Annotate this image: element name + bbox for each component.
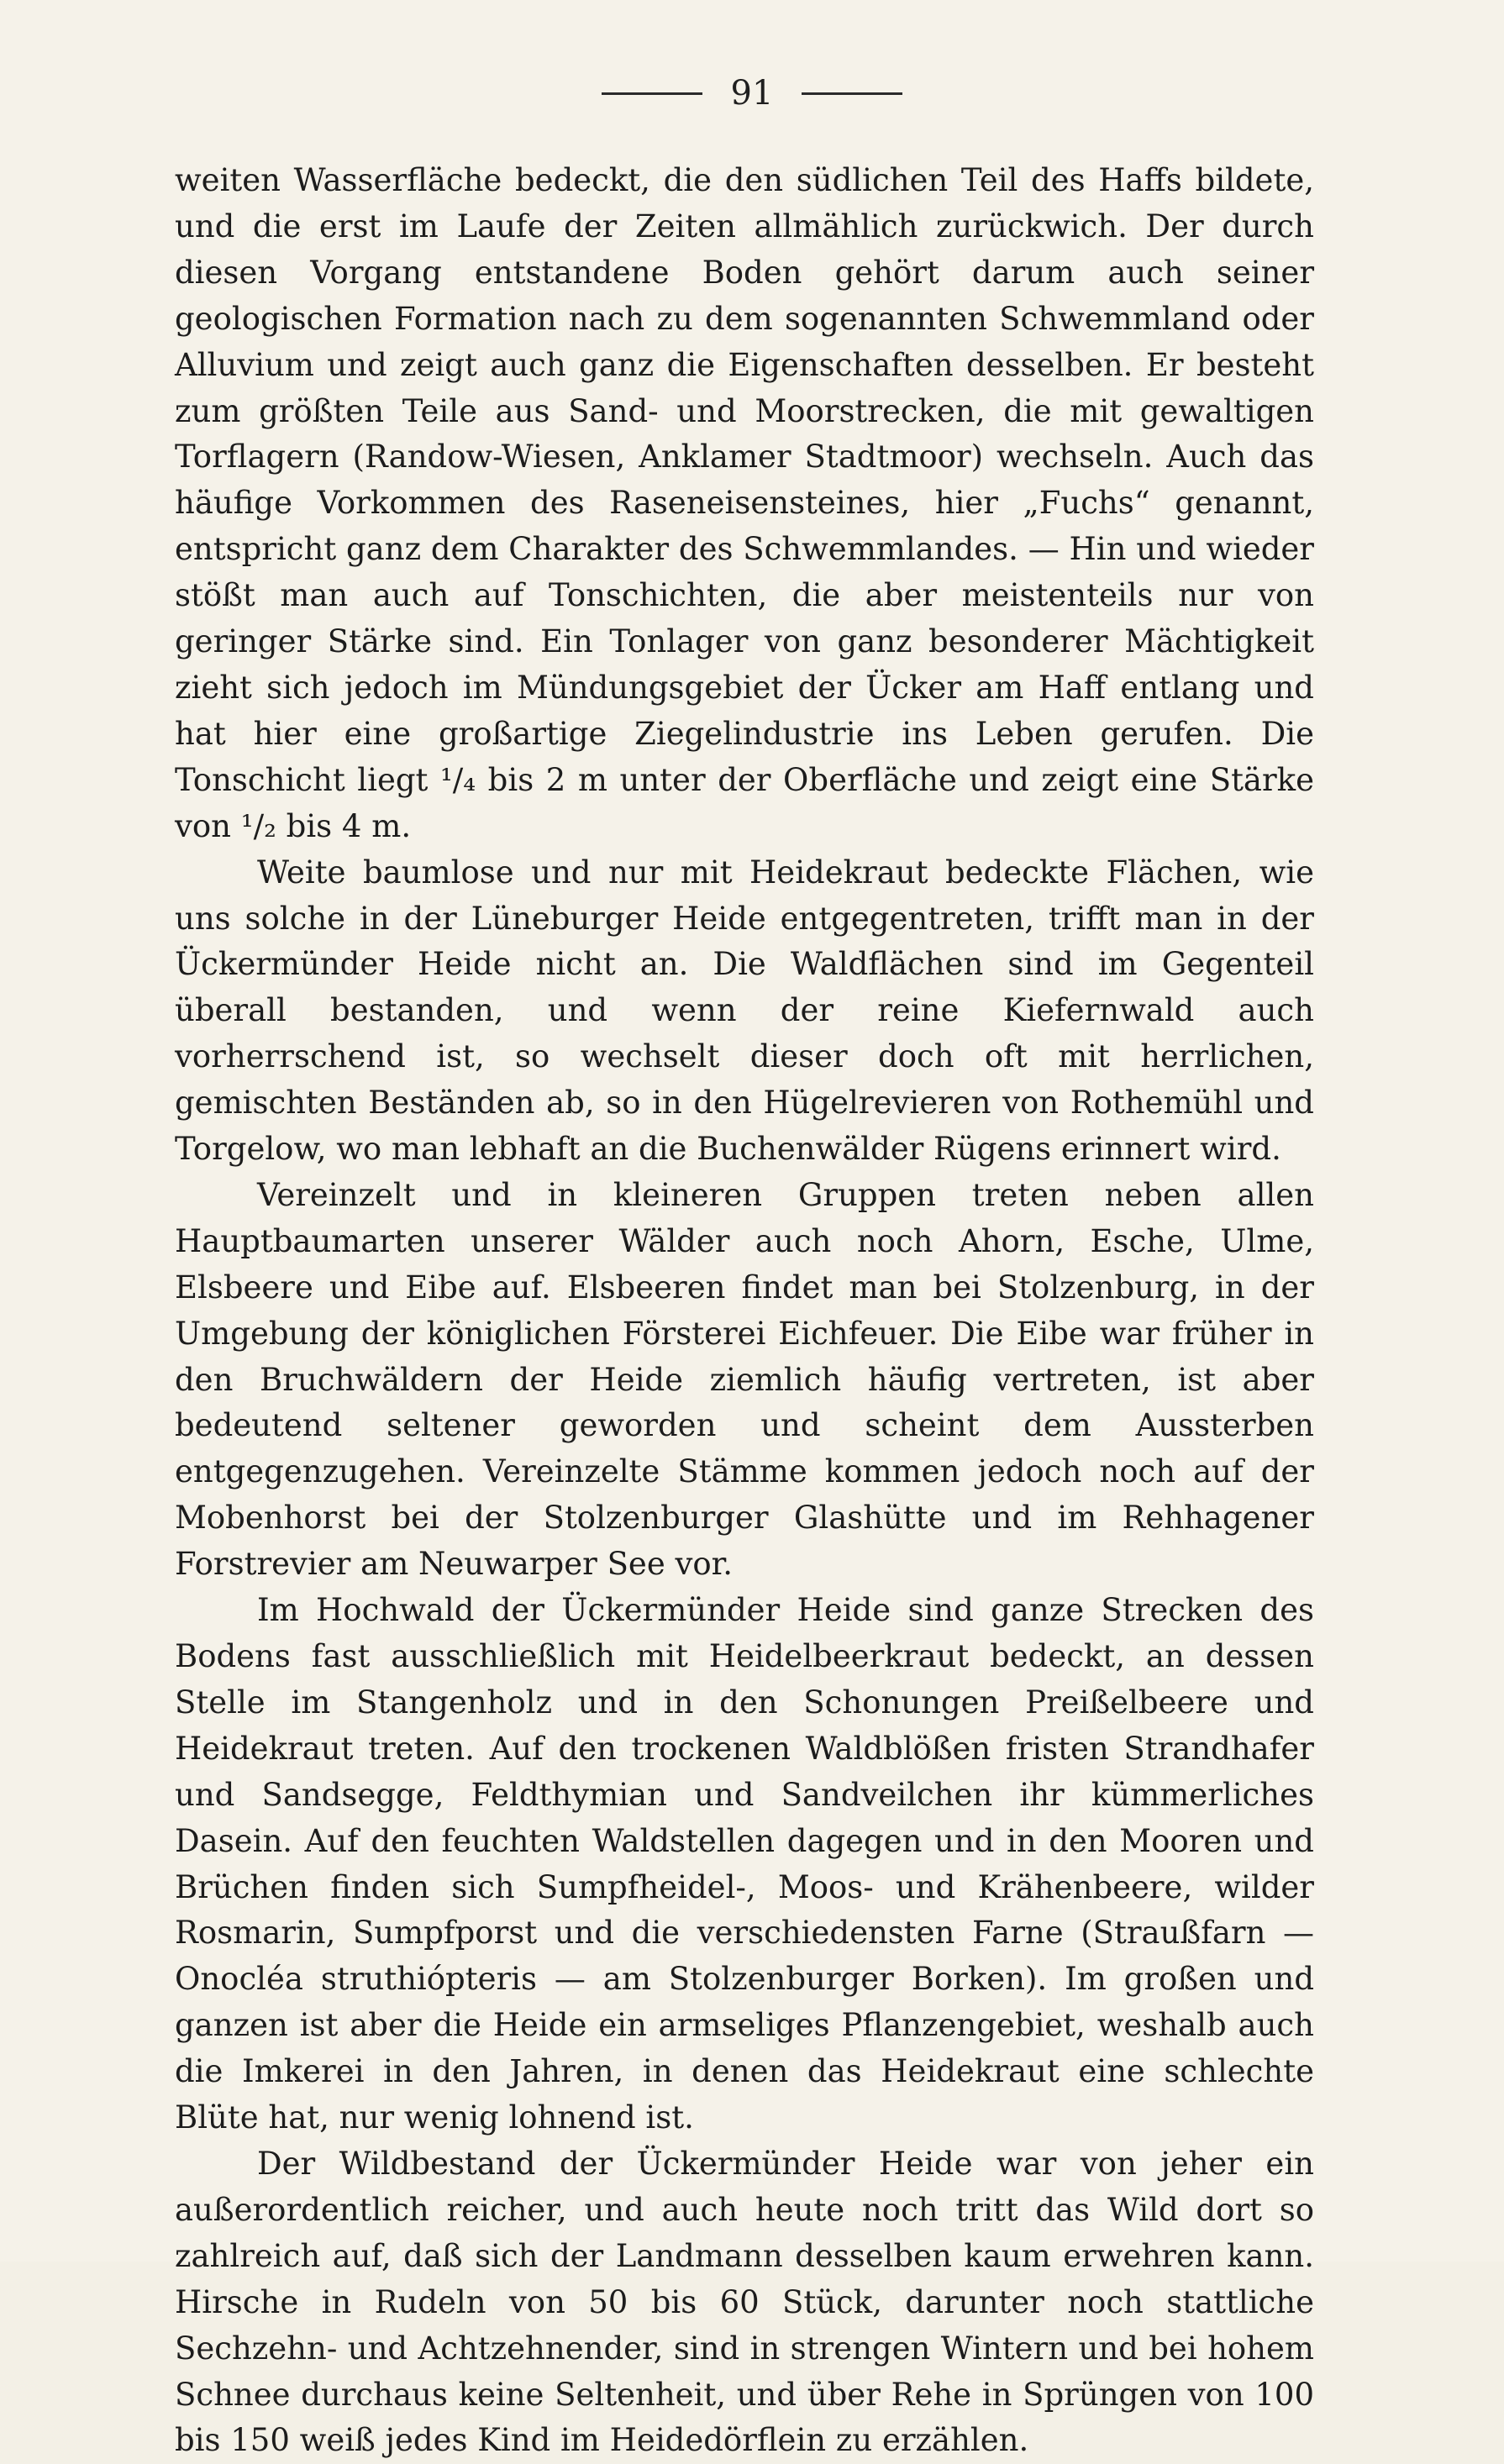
paragraph-wildlife: Der Wildbestand der Ückermünder Heide war von jeher ein außerordentlich reicher, und auch heute noch tritt das Wild dort so zahlreich auf, daß sich der Landmann desselben kaum erwehren kann. Hirsche in Rudeln von 50 bis 60 Stück, darunter noch stattliche Sechzehn- und Achtzehnender, sind in strengen Wintern und bei hohem Schnee durchaus keine Seltenheit, und über Rehe in Sprüngen von 100 bis 150 weiß jedes Kind im Heidedörflein zu erzählen. [175, 2145, 1314, 2459]
page-header [0, 74, 1504, 113]
page-number: 91 [730, 74, 774, 113]
header-rule-right [802, 92, 902, 95]
paragraph-soil: weiten Wasserfläche bedeckt, die den südlichen Teil des Haffs bildete, und die erst im Laufe der Zeiten allmählich zurückwich. Der durch diesen Vorgang entstandene Boden gehört darum auch seiner geologischen Formation nach zu dem sogenannten Schwemmland oder Alluvium und zeigt auch ganz die Eigenschaften desselben. Er besteht zum größten Teile aus Sand- und Moorstrecken, die mit gewaltigen Torflagern (Randow-Wiesen, Anklamer Stadtmoor) wechseln. Auch das häufige Vorkommen des Raseneisensteines, hier „Fuchs“ genannt, entspricht ganz dem Charakter des Schwemmlandes. — Hin und wieder stößt man auch auf Tonschichten, die aber meistenteils nur von geringer Stärke sind. Ein Tonlager von ganz besonderer Mächtigkeit zieht sich jedoch im Mündungsgebiet der Ücker am Haff entlang und hat hier eine großartige Ziegelindustrie ins Leben gerufen. Die Tonschicht liegt ¹/₄ bis 2 m unter der Oberfläche und zeigt eine Stärke von ¹/₂ bis 4 m. [175, 162, 1314, 844]
body-text [175, 158, 1314, 2464]
paragraph-tree-species: Vereinzelt und in kleineren Gruppen treten neben allen Hauptbaumarten unserer Wälder auch noch Ahorn, Esche, Ulme, Elsbeere und Eibe auf. Elsbeeren findet man bei Stolzenburg, in der Umgebung der königlichen Försterei Eichfeuer. Die Eibe war früher in den Bruchwäldern der Heide ziemlich häufig vertreten, ist aber bedeutend seltener geworden und scheint dem Aussterben entgegenzugehen. Vereinzelte Stämme kommen jedoch noch auf der Mobenhorst bei der Stolzenburger Glashütte und im Rehhagener Forstrevier am Neuwarper See vor. [175, 1176, 1314, 1583]
header-rule-left [602, 92, 702, 95]
paragraph-forest-areas: Weite baumlose und nur mit Heidekraut bedeckte Flächen, wie uns solche in der Lüneburger Heide entgegentreten, trifft man in der Ückermünder Heide nicht an. Die Waldflächen sind im Gegenteil überall bestanden, und wenn der reine Kiefernwald auch vorherrschend ist, so wechselt dieser doch oft mit herrlichen, gemischten Beständen ab, so in den Hügelrevieren von Rothemühl und Torgelow, wo man lebhaft an die Buchenwälder Rügens erinnert wird. [175, 854, 1314, 1168]
paragraph-vegetation: Im Hochwald der Ückermünder Heide sind ganze Strecken des Bodens fast ausschließlich mit Heidelbeerkraut bedeckt, an dessen Stelle im Stangenholz und in den Schonungen Preißelbeere und Heidekraut treten. Auf den trockenen Waldblößen fristen Strandhafer und Sandsegge, Feldthymian und Sandveilchen ihr kümmerliches Dasein. Auf den feuchten Waldstellen dagegen und in den Mooren und Brüchen finden sich Sumpfheidel-, Moos- und Krähenbeere, wilder Rosmarin, Sumpfporst und die verschiedensten Farne (Straußfarn — Onocléa struthiópteris — am Stolzenburger Borken). Im großen und ganzen ist aber die Heide ein armseliges Pflanzengebiet, weshalb auch die Imkerei in den Jahren, in denen das Heidekraut eine schlechte Blüte hat, nur wenig lohnend ist. [175, 1592, 1314, 2136]
